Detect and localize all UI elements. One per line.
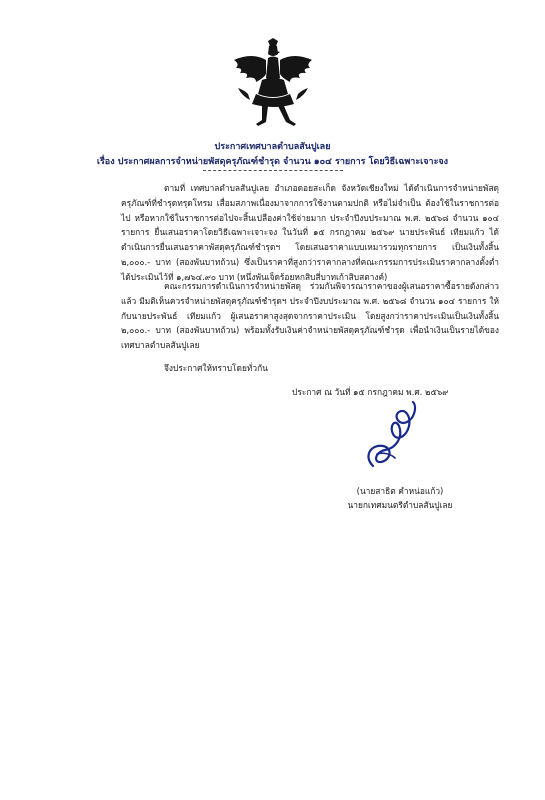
subject-heading: เรื่อง ประกาศผลการจำหน่ายพัสดุครุภัณฑ์ชำรุด จำนวน ๑๐๔ รายการ โดยวิธีเฉพาะเจาะจง: [96, 157, 449, 167]
body-paragraph-1: ตามที่ เทศบาลตำบลสันปูเลย อำเภอดอยสะเก็ด จังหวัดเชียงใหม่ ได้ดำเนินการจำหน่ายพัสดุครุภัณฑ์ที่ชำรุดทรุดโทรม เสื่อมสภาพเนื่องมาจากการใช้งานตามปกติ หรือไม่จำเป็น ต้องใช้ในราชการต่อไป หรือหากใช้ในราชการต่อไปจะสิ้นเปลืองค่าใช้จ่ายมาก ประจำปีงบประมาณ พ.ศ. ๒๕๖๘ จำนวน ๑๐๔ รายการ ยื่นเสนอราคาโดยวิธีเฉพาะเจาะจง ในวันที่ ๑๕ กรกฎาคม ๒๕๖๙ นายประพันธ์ เทียมแก้ว ได้ดำเนินการยื่นเสนอราคาพัสดุครุภัณฑ์ชำรุดฯ โดยเสนอราคาแบบเหมารวมทุกรายการ เป็นเงินทั้งสิ้น ๒,๐๐๐.- บาท (สองพันบาทถ้วน) ซึ่งเป็นราคาที่สูงกว่าราคากลางที่คณะกรรมการประเมินราคากลางตั้งต่ำได้ประเมินไว้ที่ ๑,๗๖๔.๙๐ บาท (หนึ่งพันเจ็ดร้อยหกสิบสี่บาทเก้าสิบสตางค์): [121, 183, 499, 282]
handwritten-signature: [333, 396, 428, 471]
announcement-date: ประกาศ ณ วันที่ ๑๕ กรกฎาคม พ.ศ. ๒๕๖๙: [292, 387, 449, 397]
closing-statement: จึงประกาศให้ทราบโดยทั่วกัน: [164, 363, 268, 373]
body-paragraph-2: คณะกรรมการดำเนินการจำหน่ายพัสดุ ร่วมกันพิจารณาราคาของผู้เสนอราคาซื้อรายดังกล่าวแล้ว มีมติเห็นควรจำหน่ายพัสดุครุภัณฑ์ชำรุดฯ ประจำปีงบประมาณ พ.ศ. ๒๕๖๘ จำนวน ๑๐๔ รายการ ให้กับนายประพันธ์ เทียมแก้ว ผู้เสนอราคาสูงสุดจากราคาประเมิน โดยสูงกว่าราคาประเมินเป็นเงินทั้งสิ้น ๒,๐๐๐.- บาท (สองพันบาทถ้วน) พร้อมทั้งรับเงินค่าจำหน่ายพัสดุครุภัณฑ์ชำรุด เพื่อนำเงินเป็นรายได้ของเทศบาลตำบลสันปูเลย: [121, 281, 499, 351]
divider: [203, 170, 343, 171]
signer-position: นายกเทศมนตรีตำบลสันปูเลย: [347, 500, 453, 510]
issuer-heading: ประกาศเทศบาลตำบลสันปูเลย: [214, 142, 331, 152]
signer-name: (นายสาธิต คำหน่อแก้ว): [356, 486, 444, 496]
garuda-emblem: [232, 38, 314, 130]
